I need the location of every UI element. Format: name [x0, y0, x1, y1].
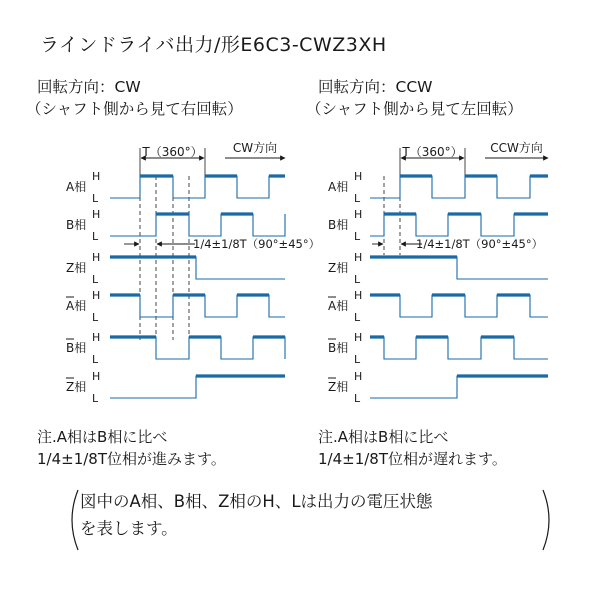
level-high-label: H [354, 289, 363, 302]
level-high-label: H [354, 208, 363, 221]
ccw-rotation-direction: 回転方向：CCW [318, 78, 433, 96]
page-title: ラインドライバ出力/形E6C3-CWZ3XH [40, 34, 387, 56]
level-low-label: L [92, 392, 99, 405]
signal-name: A相 [328, 180, 349, 194]
signal-name: B相 [66, 218, 87, 232]
footnote-line2: を表します。 [80, 519, 178, 538]
direction-label: CW方向 [232, 141, 278, 155]
footnote-line1: 図中のA相、B相、Z相のH、Lは出力の電圧状態 [80, 492, 433, 511]
level-low-label: L [92, 273, 99, 286]
signal-name: Z相 [66, 261, 87, 275]
signal-name: A相 [328, 299, 349, 313]
direction-label: CCW方向 [490, 141, 543, 155]
level-low-label: L [354, 230, 361, 243]
level-high-label: H [354, 370, 363, 383]
period-label: T（360°） [142, 145, 203, 159]
level-high-label: H [92, 170, 101, 183]
level-high-label: H [92, 208, 101, 221]
signal-name: A相 [66, 299, 87, 313]
level-low-label: L [92, 311, 99, 324]
level-low-label: L [92, 230, 99, 243]
level-low-label: L [354, 353, 361, 366]
signal-name: A相 [66, 180, 87, 194]
cw-note-line1: 注.A相はB相に比べ [37, 428, 168, 446]
signal-name: B相 [328, 218, 349, 232]
cw-rotation-direction: 回転方向：CW [37, 78, 141, 96]
ccw-rotation-description: （シャフト側から見て左回転） [306, 100, 523, 118]
level-low-label: L [354, 273, 361, 286]
signal-name: B相 [66, 341, 87, 355]
period-label: T（360°） [402, 145, 463, 159]
level-low-label: L [92, 192, 99, 205]
signal-name: Z相 [328, 380, 349, 394]
level-low-label: L [354, 192, 361, 205]
ccw-note-line1: 注.A相はB相に比べ [318, 428, 449, 446]
signal-name: Z相 [328, 261, 349, 275]
level-low-label: L [354, 311, 361, 324]
level-low-label: L [354, 392, 361, 405]
level-high-label: H [92, 251, 101, 264]
cw-rotation-description: （シャフト側から見て右回転） [26, 100, 243, 118]
level-high-label: H [92, 370, 101, 383]
phase-difference-label: 1/4±1/8T（90°±45°） [416, 237, 544, 251]
level-low-label: L [92, 353, 99, 366]
level-high-label: H [354, 251, 363, 264]
ccw-note-line2: 1/4±1/8T位相が遅れます。 [318, 450, 507, 468]
level-high-label: H [92, 331, 101, 344]
cw-note-line2: 1/4±1/8T位相が進みます。 [37, 450, 226, 468]
signal-name: B相 [328, 341, 349, 355]
level-high-label: H [354, 170, 363, 183]
signal-name: Z相 [66, 380, 87, 394]
level-high-label: H [92, 289, 101, 302]
level-high-label: H [354, 331, 363, 344]
phase-difference-label: 1/4±1/8T（90°±45°） [193, 237, 321, 251]
